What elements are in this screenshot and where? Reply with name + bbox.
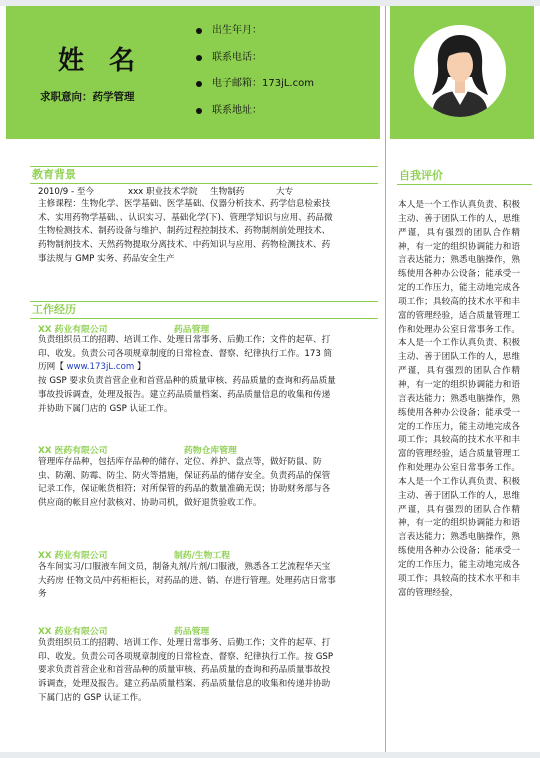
- job-3-role: 制药/生物工程: [174, 551, 230, 561]
- candidate-name: 姓 名: [58, 46, 144, 76]
- bullet-dot-icon: [196, 28, 202, 34]
- job-2-header: [38, 443, 237, 456]
- education-period: 2010/9 - 至今: [38, 187, 94, 197]
- education-school: xxx 职业技术学院: [128, 187, 198, 197]
- work-section-title: 工作经历: [30, 301, 378, 319]
- job-3-company: XX 药业有限公司: [38, 551, 108, 561]
- job-2-role: 药物仓库管理: [184, 446, 237, 456]
- job-intention: 求职意向：药学管理: [40, 91, 135, 103]
- contact-address: 联系地址：: [196, 104, 314, 131]
- contact-birth: 出生年月：: [196, 24, 314, 51]
- job-2-company: XX 医药有限公司: [38, 446, 108, 456]
- job-1-company: XX 药业有限公司: [38, 325, 108, 335]
- education-courses: 主修课程：生物化学、医学基础、医学基础、仪器分析技术、药学信息检索技术、实用药物学基础、、认识实习、基础化学(下)、管理学知识与应用、药品微生物检测技术、制药设备与维护、制药过程控制技术、药物制剂前处理技术、药物制剂技术、天然药物提取分离技术、中药知识与应用、药物检测技术、药事法规与 GMP 实务、药品安全生产: [38, 199, 333, 264]
- contact-info-list: [196, 24, 314, 130]
- job-4-description: 负责组织员工的招聘、培训工作、处理日常事务、后勤工作；文件的起草、打印、收发。负责公司各项规章制度的日常检查、督察、纪律执行工作。按 GSP 要求负责首营企业和首营品种的质量审核、药品质量的查询和药品质量事故投诉调查，处理及报告。建立药品质量档案、药品质量信息的收集和传递并协助下属门店的 GSP 认证工作。: [38, 638, 334, 703]
- contact-email: 电子邮箱：173jL.com: [196, 77, 314, 104]
- avatar: [414, 25, 506, 117]
- job-4-role: 药品管理: [174, 627, 210, 637]
- female-avatar-icon: [414, 25, 506, 117]
- job-1-role: 药品管理: [174, 325, 210, 335]
- bullet-dot-icon: [196, 108, 202, 114]
- column-divider: [385, 6, 386, 758]
- job-3-description: 各车间实习/口服液车间文员，制备丸剂/片剂/口服液，熟悉各工艺流程华天宝大药房 任物文员/中药柜柜长，对药品的进、销、存进行管理。处理药店日常事务: [38, 562, 336, 600]
- bullet-dot-icon: [196, 55, 202, 61]
- job-2-description: 管理库存品种，包括库存品种的储存、定位、养护、盘点等，做好防鼠、防虫、防潮、防霉、防尘、防火等措施，保证药品的储存安全。负责药品的保管记录工作，保证帐货相符；对所保管的药品的数量准确无误；协助财务部与各供应商的帐目应付款核对、协助司机，做好退货验收工作。: [38, 457, 331, 509]
- self-evaluation-text: 本人是一个工作认真负责、积极主动、善于团队工作的人，思维严谨，具有强烈的团队合作精神，有一定的组织协调能力和语言表达能力；熟悉电脑操作，熟练使用各种办公设备；能承受一定的工作压力，能主动地完成各项工作；具较高的技术水平和丰富的管理经验，适合质量管理工作和处理办公室日常事务工作。本人是一个工作认真负责、积极主动、善于团队工作的人，思维严谨，具有强烈的团队合作精神，有一定的组织协调能力和语言表达能力；熟悉电脑操作，熟练使用各种办公设备；能承受一定的工作压力，能主动地完成各项工作；具较高的技术水平和丰富的管理经验，适合质量管理工作和处理办公室日常事务工作。本人是一个工作认真负责、积极主动、善于团队工作的人，思维严谨，具有强烈的团队合作精神，有一定的组织协调能力和语言表达能力；熟悉电脑操作，熟练使用各种办公设备；能承受一定的工作压力，能主动地完成各项工作；具较高的技术水平和丰富的管理经验，: [398, 200, 520, 598]
- education-section-title: 教育背景: [30, 166, 378, 184]
- education-major: 生物制药: [210, 187, 245, 197]
- resume-site-link[interactable]: www.173jL.com: [66, 362, 135, 373]
- job-4-company: XX 药业有限公司: [38, 627, 108, 637]
- job-1-desc-1: 负责组织员工的招聘、培训工作、处理日常事务、后勤工作；文件的起草、打印、收发。负责公司各项规章制度的日常检查、督察、纪律执行工作。173 简历网【 www.173jL.com 】: [38, 335, 333, 373]
- contact-phone: 联系电话：: [196, 51, 314, 78]
- education-degree: 大专: [276, 187, 294, 197]
- job-3-header: [38, 548, 230, 561]
- bullet-dot-icon: [196, 81, 202, 87]
- self-evaluation-title: 自我评价: [397, 167, 532, 185]
- job-4-header: [38, 624, 210, 637]
- job-1-description: [38, 334, 338, 416]
- page-edge-bottom: [0, 752, 540, 758]
- job-1-desc-2: 按 GSP 要求负责首营企业和首营品种的质量审核、药品质量的查询和药品质量事故投诉调查，处理及报告。建立药品质量档案、药品质量信息的收集和传递并协助下属门店的 GSP 认证工作。: [38, 376, 336, 414]
